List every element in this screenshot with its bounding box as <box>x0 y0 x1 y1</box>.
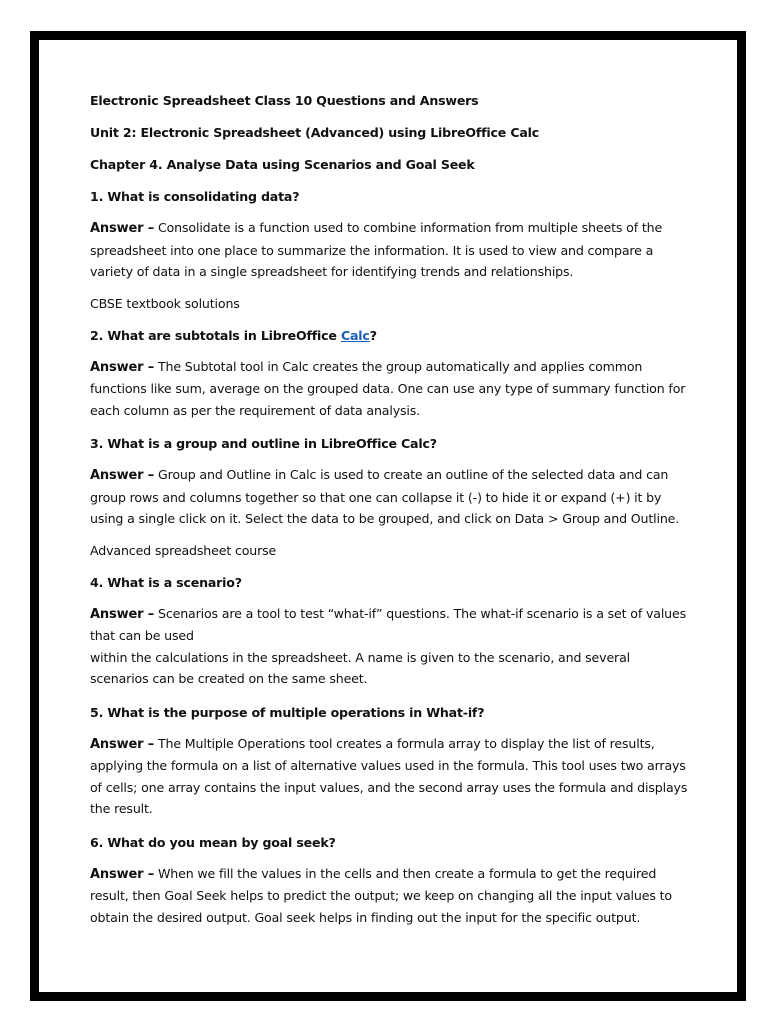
answer-2 <box>90 356 690 422</box>
question-4: 4. What is a scenario? <box>90 574 242 590</box>
note-cbse-solutions: CBSE textbook solutions <box>90 295 240 311</box>
answer-6-text: When we fill the values in the cells and then create a formula to get the required result, then Goal Seek helps to predict the output; we keep on changing all the input values to obtain the desired output. Goal seek helps in finding out the input for the specific output. <box>90 865 672 925</box>
answer-1-text: Consolidate is a function used to combine information from multiple sheets of the spreadsheet into one place to summarize the information. It is used to view and compare a variety of data in a single spreadsheet for identifying trends and relationships. <box>90 220 663 279</box>
unit-heading: Unit 2: Electronic Spreadsheet (Advanced) using LibreOffice Calc <box>90 125 540 140</box>
question-2 <box>90 327 690 345</box>
question-5: 5. What is the purpose of multiple operations in What-if? <box>90 704 485 720</box>
question-1: 1. What is consolidating data? <box>90 189 300 204</box>
answer-label: Answer – <box>90 221 155 236</box>
answer-2-text: The Subtotal tool in Calc creates the group automatically and applies common functions like sum, average on the grouped data. One can use any type of summary function for each column as per the requirement of data analysis. <box>90 358 686 418</box>
answer-6 <box>90 863 690 929</box>
answer-label: Answer – <box>90 359 155 375</box>
chapter-heading: Chapter 4. Analyse Data using Scenarios and Goal Seek <box>90 157 475 172</box>
question-3: 3. What is a group and outline in LibreOffice Calc? <box>90 436 437 451</box>
answer-3 <box>90 464 690 530</box>
answer-3-text: Group and Outline in Calc is used to create an outline of the selected data and can group rows and columns together so that one can collapse it (-) to hide it or expand (+) it by using a single click on it. Select the data to be grouped, and click on Data > Group and Outline. <box>90 467 680 526</box>
answer-label: Answer – <box>90 606 155 622</box>
question-2-text: 2. What are subtotals in LibreOffice <box>90 327 341 343</box>
calc-link[interactable]: Calc <box>340 327 370 343</box>
note-advanced-course: Advanced spreadsheet course <box>90 542 277 558</box>
answer-4-text-line2: within the calculations in the spreadsheet. A name is given to the scenario, and several scenarios can be created on the same sheet. <box>90 649 630 686</box>
answer-5-text: The Multiple Operations tool creates a formula array to display the list of results, applying the formula on a list of alternative values used in the formula. This tool uses two arrays of cells; one array contains the input values, and the second array uses the formula and displays the result. <box>90 735 688 816</box>
answer-label: Answer – <box>90 468 155 483</box>
answer-4-text-line1: Scenarios are a tool to test “what-if” questions. The what-if scenario is a set of values that can be used <box>90 605 687 643</box>
document-title: Electronic Spreadsheet Class 10 Questions and Answers <box>90 93 479 108</box>
question-2-suffix: ? <box>369 327 377 343</box>
answer-4 <box>90 603 690 690</box>
question-6: 6. What do you mean by goal seek? <box>90 834 336 850</box>
answer-5 <box>90 733 690 820</box>
answer-1 <box>90 217 690 283</box>
page-frame <box>30 31 746 1001</box>
document-content <box>90 92 690 928</box>
answer-label: Answer – <box>90 866 155 882</box>
answer-label: Answer – <box>90 736 155 752</box>
